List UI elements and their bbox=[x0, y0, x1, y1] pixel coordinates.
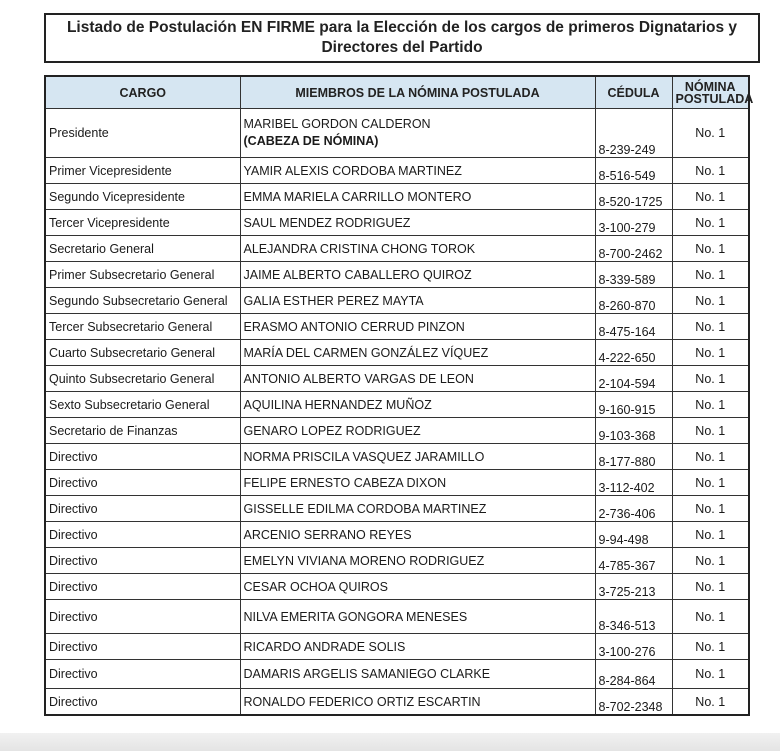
table-row bbox=[45, 574, 749, 600]
document-title bbox=[44, 13, 760, 63]
cell-cedula: 8-284-864 bbox=[595, 660, 672, 689]
table-row bbox=[45, 634, 749, 660]
table-row bbox=[45, 288, 749, 314]
cell-miembro: CESAR OCHOA QUIROS bbox=[240, 574, 595, 600]
cell-miembro: DAMARIS ARGELIS SAMANIEGO CLARKE bbox=[240, 660, 595, 689]
cell-miembro: EMMA MARIELA CARRILLO MONTERO bbox=[240, 184, 595, 210]
cell-nomina: No. 1 bbox=[672, 444, 749, 470]
cell-nomina: No. 1 bbox=[672, 288, 749, 314]
cell-miembro: EMELYN VIVIANA MORENO RODRIGUEZ bbox=[240, 548, 595, 574]
cell-nomina: No. 1 bbox=[672, 184, 749, 210]
table-row bbox=[45, 660, 749, 689]
cell-cargo: Segundo Subsecretario General bbox=[45, 288, 240, 314]
page-bottom-band bbox=[0, 733, 780, 751]
cell-cedula: 8-520-1725 bbox=[595, 184, 672, 210]
cell-nomina: No. 1 bbox=[672, 418, 749, 444]
cell-nomina: No. 1 bbox=[672, 236, 749, 262]
cell-miembro: ARCENIO SERRANO REYES bbox=[240, 522, 595, 548]
table-row bbox=[45, 210, 749, 236]
member-note: (CABEZA DE NÓMINA) bbox=[243, 134, 379, 148]
cell-cedula: 4-222-650 bbox=[595, 340, 672, 366]
cell-nomina: No. 1 bbox=[672, 522, 749, 548]
table-row bbox=[45, 418, 749, 444]
table-row bbox=[45, 184, 749, 210]
cell-cedula: 3-100-276 bbox=[595, 634, 672, 660]
table-row bbox=[45, 548, 749, 574]
table-row bbox=[45, 496, 749, 522]
cell-nomina: No. 1 bbox=[672, 392, 749, 418]
cell-cedula: 8-516-549 bbox=[595, 158, 672, 184]
cell-cedula: 2-736-406 bbox=[595, 496, 672, 522]
cell-cedula: 9-94-498 bbox=[595, 522, 672, 548]
cell-cargo: Directivo bbox=[45, 574, 240, 600]
cell-nomina: No. 1 bbox=[672, 689, 749, 716]
cell-nomina: No. 1 bbox=[672, 574, 749, 600]
cell-miembro: NORMA PRISCILA VASQUEZ JARAMILLO bbox=[240, 444, 595, 470]
cell-cargo: Directivo bbox=[45, 600, 240, 634]
cell-nomina: No. 1 bbox=[672, 496, 749, 522]
cell-cargo: Directivo bbox=[45, 689, 240, 716]
cell-miembro: RICARDO ANDRADE SOLIS bbox=[240, 634, 595, 660]
cell-cedula: 8-475-164 bbox=[595, 314, 672, 340]
cell-cargo: Directivo bbox=[45, 444, 240, 470]
cell-cedula: 8-260-870 bbox=[595, 288, 672, 314]
cell-nomina: No. 1 bbox=[672, 470, 749, 496]
cell-cargo: Primer Vicepresidente bbox=[45, 158, 240, 184]
member-name: MARIBEL GORDON CALDERON bbox=[243, 117, 431, 131]
table-row bbox=[45, 600, 749, 634]
cell-miembro: NILVA EMERITA GONGORA MENESES bbox=[240, 600, 595, 634]
cell-cargo: Directivo bbox=[45, 522, 240, 548]
cell-cargo: Secretario de Finanzas bbox=[45, 418, 240, 444]
table-row bbox=[45, 340, 749, 366]
cell-nomina: No. 1 bbox=[672, 340, 749, 366]
cell-cedula: 8-339-589 bbox=[595, 262, 672, 288]
cell-miembro: ANTONIO ALBERTO VARGAS DE LEON bbox=[240, 366, 595, 392]
header-miembros: MIEMBROS DE LA NÓMINA POSTULADA bbox=[240, 76, 595, 109]
cell-cargo: Presidente bbox=[45, 109, 240, 158]
cell-nomina: No. 1 bbox=[672, 660, 749, 689]
cell-cargo: Directivo bbox=[45, 634, 240, 660]
cell-miembro: SAUL MENDEZ RODRIGUEZ bbox=[240, 210, 595, 236]
table-body bbox=[45, 109, 749, 716]
header-nomina: NÓMINA POSTULADA bbox=[672, 76, 749, 109]
cell-miembro: GENARO LOPEZ RODRIGUEZ bbox=[240, 418, 595, 444]
nomination-table bbox=[44, 75, 754, 716]
cell-miembro: RONALDO FEDERICO ORTIZ ESCARTIN bbox=[240, 689, 595, 716]
cell-cedula: 8-346-513 bbox=[595, 600, 672, 634]
cell-nomina: No. 1 bbox=[672, 600, 749, 634]
cell-cedula: 8-239-249 bbox=[595, 109, 672, 158]
cell-miembro bbox=[240, 109, 595, 158]
cell-cedula: 9-103-368 bbox=[595, 418, 672, 444]
cell-cargo: Directivo bbox=[45, 660, 240, 689]
cell-cedula: 2-104-594 bbox=[595, 366, 672, 392]
cell-cedula: 8-177-880 bbox=[595, 444, 672, 470]
cell-cedula: 3-725-213 bbox=[595, 574, 672, 600]
cell-nomina: No. 1 bbox=[672, 366, 749, 392]
cell-cargo: Directivo bbox=[45, 470, 240, 496]
cell-miembro: AQUILINA HERNANDEZ MUÑOZ bbox=[240, 392, 595, 418]
table-row bbox=[45, 689, 749, 716]
cell-cedula: 9-160-915 bbox=[595, 392, 672, 418]
cell-nomina: No. 1 bbox=[672, 548, 749, 574]
cell-cargo: Directivo bbox=[45, 548, 240, 574]
cell-cargo: Secretario General bbox=[45, 236, 240, 262]
cell-cargo: Segundo Vicepresidente bbox=[45, 184, 240, 210]
header-cargo: CARGO bbox=[45, 76, 240, 109]
table-row bbox=[45, 392, 749, 418]
cell-miembro: MARÍA DEL CARMEN GONZÁLEZ VÍQUEZ bbox=[240, 340, 595, 366]
cell-cedula: 8-700-2462 bbox=[595, 236, 672, 262]
cell-cargo: Directivo bbox=[45, 496, 240, 522]
cell-nomina: No. 1 bbox=[672, 210, 749, 236]
cell-miembro: JAIME ALBERTO CABALLERO QUIROZ bbox=[240, 262, 595, 288]
header-cedula: CÉDULA bbox=[595, 76, 672, 109]
cell-miembro: FELIPE ERNESTO CABEZA DIXON bbox=[240, 470, 595, 496]
cell-cargo: Tercer Vicepresidente bbox=[45, 210, 240, 236]
cell-nomina: No. 1 bbox=[672, 634, 749, 660]
cell-cedula: 8-702-2348 bbox=[595, 689, 672, 716]
table-row bbox=[45, 522, 749, 548]
table-row bbox=[45, 158, 749, 184]
table-row bbox=[45, 262, 749, 288]
cell-miembro: ERASMO ANTONIO CERRUD PINZON bbox=[240, 314, 595, 340]
table-row bbox=[45, 366, 749, 392]
cell-nomina: No. 1 bbox=[672, 262, 749, 288]
cell-miembro: ALEJANDRA CRISTINA CHONG TOROK bbox=[240, 236, 595, 262]
cell-miembro: YAMIR ALEXIS CORDOBA MARTINEZ bbox=[240, 158, 595, 184]
cell-miembro: GALIA ESTHER PEREZ MAYTA bbox=[240, 288, 595, 314]
table-row bbox=[45, 444, 749, 470]
cell-cedula: 3-100-279 bbox=[595, 210, 672, 236]
table-row bbox=[45, 236, 749, 262]
cell-nomina: No. 1 bbox=[672, 158, 749, 184]
cell-miembro: GISSELLE EDILMA CORDOBA MARTINEZ bbox=[240, 496, 595, 522]
table-row bbox=[45, 470, 749, 496]
cell-cargo: Sexto Subsecretario General bbox=[45, 392, 240, 418]
cell-cargo: Primer Subsecretario General bbox=[45, 262, 240, 288]
cell-cargo: Tercer Subsecretario General bbox=[45, 314, 240, 340]
cell-cedula: 3-112-402 bbox=[595, 470, 672, 496]
cell-cedula: 4-785-367 bbox=[595, 548, 672, 574]
cell-nomina: No. 1 bbox=[672, 109, 749, 158]
table-header-row bbox=[45, 76, 749, 109]
document-title-text: Listado de Postulación EN FIRME para la Elección de los cargos de primeros Dignatarios y Directores del Partido bbox=[66, 19, 738, 56]
cell-cargo: Cuarto Subsecretario General bbox=[45, 340, 240, 366]
table-row bbox=[45, 314, 749, 340]
cell-nomina: No. 1 bbox=[672, 314, 749, 340]
cell-cargo: Quinto Subsecretario General bbox=[45, 366, 240, 392]
table-row bbox=[45, 109, 749, 158]
